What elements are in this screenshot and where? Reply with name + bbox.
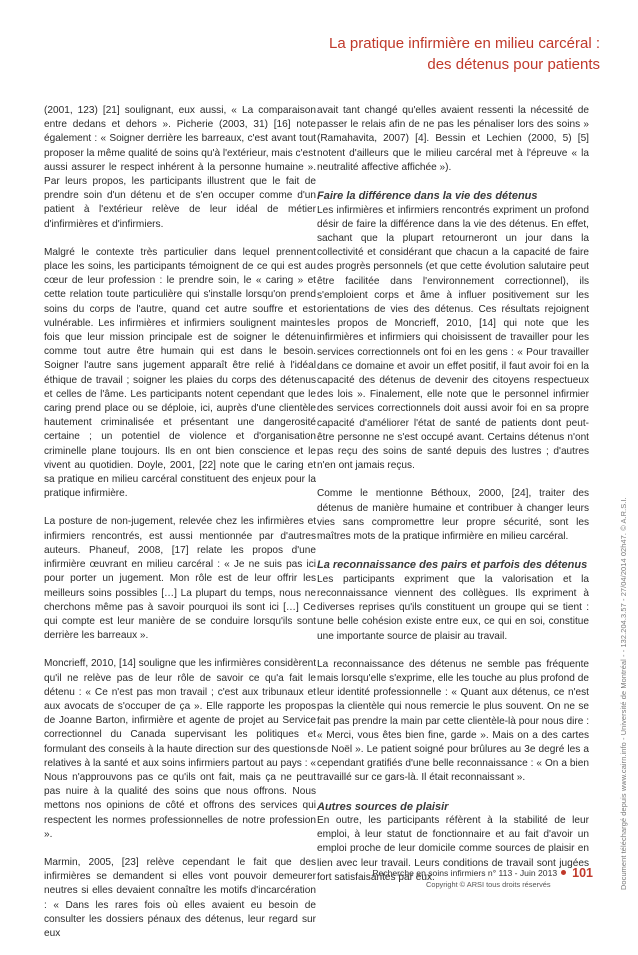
paragraph: Comme le mentionne Béthoux, 2000, [24], traiter des détenus de manière humaine et contribuer à changer leurs vies sans compromettre leur propre sécurité, sont les maîtres mots de la pratique infirmière en milieu carcéral.	[317, 488, 589, 542]
header-title-line2: des détenus pour patients	[427, 56, 600, 73]
footer-copyright: Copyright © ARSI tous droits réservés	[426, 880, 551, 889]
paragraph: Malgré le contexte très particulier dans lequel prennent place les soins, les participants témoignent de ce qui est au cœur de leur profession : le prendre soin, le « caring » et cette relation toute particulière qui s'installe lorsqu'on prend soins du corps de l'autre, quand cet autre souffre et est vulnérable. Les infirmières et infirmiers soulignent maintes fois que leur mission principale est de soigner le détenu comme tout autre être humain qui est dans le besoin. Soigner l'autre sans jugement apparaît être relié à l'idéal éthique de travail ; soigner les plaies du corps des détenus et celles de l'âme. Les participants notent cependant que le caring prend place ou se déploie, ici, auprès d'une clientèle hautement criminalisée et présentant une dangerosité certaine ; un potentiel de violence et d'organisation criminelle plane toujours. Ils en ont bien conscience et le vivent au quotidien. Doyle, 2001, [22] note que le caring et sa pratique en milieu carcéral constituent des enjeux pour la pratique infirmière.	[44, 246, 316, 500]
bullet-dot-icon	[561, 870, 566, 875]
section-heading: La reconnaissance des pairs et parfois des détenus	[317, 559, 588, 572]
download-watermark: Document téléchargé depuis www.cairn.info - Université de Montréal - - 132.204.3.57 - 27/04/2014 02h47. © A.R.S.I.	[619, 497, 628, 890]
page-number: 101	[572, 865, 593, 880]
footer-journal: Recherche en soins infirmiers n° 113 - Juin 2013	[372, 867, 558, 878]
paragraph: avait tant changé qu'elles avaient ressenti la nécessité de passer le relais afin de ne pas les pénaliser lors des soins » (Ramahavita, 2007) [4]. Bessin et Lechien (2000, 5) [5] notent d'ailleurs que le milieu carcéral met à l'épreuve « la neutralité affective affichée »).	[317, 105, 589, 173]
paragraph: Les participants expriment que la valorisation et la reconnaissance viennent des collègues. Ils expriment à diverses reprises qu'ils constituent un groupe qui se tient : une belle cohésion existe entre eux, ce qui en soi, constitue une importante source de plaisir au travail.	[317, 573, 589, 642]
paragraph: Marmin, 2005, [23] relève cependant le fait que des infirmières se demandent si elles vont pouvoir demeurer neutres si elles devaient connaître les motifs d'incarcération : « Dans les rares fois où elles avaient eu besoin de consulter les dossiers pénaux des détenus, leur regard sur eux	[44, 856, 316, 939]
paragraph: Les infirmières et infirmiers rencontrés expriment un profond désir de faire la différence dans la vie des détenus. En effet, sachant que la plupart retourneront un jour dans la collectivité et considérant que chacun a la capacité de faire des progrès personnels (et que cette évolution salutaire peut être facilitée dans l'environnement correctionnel), ils s'emploient corps et âme à influer positivement sur les orientations de vies des détenus. Ces résultats rejoignent les propos de Moncrieff, 2010, [14] qui note que les infirmières et infirmiers qui choisissent de travailler pour les services correctionnels ont foi en les gens : « Pour travailler dans ce domaine et avoir un effet positif, il faut avoir foi en la capacité des détenus de devenir des citoyens respectueux des lois ». Finalement, elle note que le personnel infirmier des services correctionnels doit aussi avoir foi en sa propre capacité d'améliorer l'état de santé de patients dont peut-être personne ne s'est occupé avant. Certains détenus n'ont pas reçu des soins de santé depuis des lustres ; d'autres n'en ont jamais reçus.	[317, 204, 589, 472]
paragraph: La reconnaissance des détenus ne semble pas fréquente mais lorsqu'elle s'exprime, elle les touche au plus profond de leur identité professionnelle : « Quant aux détenus, ce n'est pas la clientèle qui nous remercie le plus souvent. On ne se fait pas prendre la main par cette clientèle-là pour nous dire : « Merci, vous êtes bien fine, garde ». Mais on a des cartes de Noël ». Le patient soigné pour brûlures au 3e degré les a cependant gratifiés d'une belle reconnaissance : « On a bien travaillé sur ce gars-là. Il était reconnaissant ».	[317, 658, 589, 784]
paragraph: Moncrieff, 2010, [14] souligne que les infirmières considèrent qu'il ne relève pas de leur rôle de savoir ce qu'a fait le détenu : « Ce n'est pas mon travail ; c'est aux tribunaux et aux avocats de s'occuper de ça ». Elle rapporte les propos de Joanne Barton, infirmière et agente de projet au Service correctionnel du Canada supervisant les politiques et formulant des conseils à la haute direction sur des questions relatives à la santé et aux soins infirmiers partout au pays : « Nous n'approuvons pas ce qu'ils ont fait, mais ça ne peut pas nuire à la qualité des soins que nous offrons. Nous mettons nos opinions de côté et offrons des services qui respectent les normes professionnelles de notre profession ».	[44, 658, 316, 840]
paragraph: En outre, les participants réfèrent à la stabilité de leur emploi, à leur statut de fonctionnaire et au fait d'avoir un emploi proche de leur domicile comme sources de plaisir en lien avec leur travail. Leurs conditions de travail sont jugées fort satisfaisantes par eux.	[317, 815, 589, 883]
section-heading: Autres sources de plaisir	[317, 800, 449, 813]
paragraph: La posture de non-jugement, relevée chez les infirmières et infirmiers rencontrés, est aussi mentionnée par d'autres auteurs. Phaneuf, 2008, [17] relate les propos d'une infirmière œuvrant en milieu carcéral : « Je ne suis pas ici pour porter un jugement. Mon rôle est de leur offrir les meilleurs soins possibles […] La plupart du temps, nous ne cherchons même pas à savoir pourquoi ils sont ici […] Ce qui compte est leur manière de se conduire lorsqu'ils sont derrière les barreaux ».	[44, 516, 316, 642]
right-column	[317, 104, 589, 899]
section-heading: Faire la différence dans la vie des détenus	[317, 190, 538, 203]
running-header	[220, 33, 600, 75]
left-column	[44, 104, 316, 955]
paragraph: (2001, 123) [21] soulignant, eux aussi, « La comparaison entre dedans et dehors ». Picherie (2003, 31) [16] note également : « Soigner derrière les barreaux, c'est avant tout proposer la même qualité de soins qu'à l'extérieur, mais c'est aussi assurer le respect inhérent à la personne humaine ». Par leurs propos, les participants illustrent que le fait de prendre soin d'un détenu et de s'en occuper comme d'un patient à l'extérieur relève de leur idéal de métier d'infirmières et d'infirmiers.	[44, 105, 316, 230]
header-title-line1: La pratique infirmière en milieu carcéral :	[329, 35, 600, 52]
